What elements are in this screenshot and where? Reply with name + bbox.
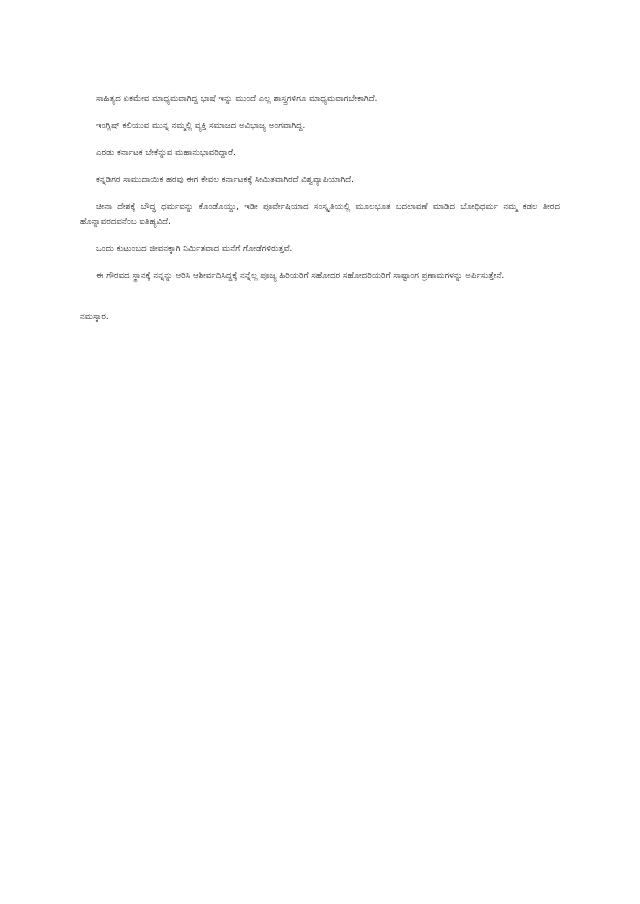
- document-page: [80, 92, 560, 812]
- paragraph-4: ಕನ್ನಡಿಗರ ಸಾಮುದಾಯಿಕ ಹರವು ಈಗ ಕೇವಲ ಕರ್ನಾಟಕಕ್ಕೆ ಸೀಮಿತವಾಗಿರದೆ ವಿಶ್ವವ್ಯಾಪಿಯಾಗಿದೆ.: [96, 175, 354, 185]
- paragraph-6: ಒಂದು ಕುಟುಂಬದ ಜೀವನಕ್ಕಾಗಿ ನಿರ್ಮಿತವಾದ ಮನೆಗೆ ಗೋಡೆಗಳಿರುತ್ತವೆ.: [96, 244, 293, 254]
- paragraph-7: ಈ ಗೌರವದ ಸ್ಥಾನಕ್ಕೆ ನನ್ನನ್ನು ಆರಿಸಿ ಆಶೀರ್ವದಿಸಿದ್ದಕ್ಕೆ ನನ್ನೆಲ್ಲ ಪೂಜ್ಯ ಹಿರಿಯರಿಗೆ ಸಹೋದರ ಸಹೋದರಿಯರಿಗೆ ಸಾಷ್ಟಾಂಗ ಪ್ರಣಾಮಗಳನ್ನು ಅರ್ಪಿಸುತ್ತೇನೆ.: [96, 271, 505, 281]
- paragraph-3: ಎರಡು ಕರ್ನಾಟಕ ಬೇಕೆನ್ನುವ ಮಹಾನುಭಾವರಿದ್ದಾರೆ.: [96, 148, 236, 158]
- paragraph-2: ಇಂಗ್ಲಿಷ್ ಕಲಿಯುವ ಮುನ್ನ ನಮ್ಮಲ್ಲಿ ವ್ಯಕ್ತಿ ಸಮಾಜದ ಅವಿಭಾಜ್ಯ ಅಂಗವಾಗಿದ್ದ.: [96, 121, 306, 131]
- paragraph-1: ಸಾಹಿತ್ಯದ ಏಕಮೇವ ಮಾಧ್ಯಮವಾಗಿದ್ದ ಭಾಷೆ ಇನ್ನು ಮುಂದೆ ಎಲ್ಲ ಶಾಸ್ತ್ರಗಳಿಗೂ ಮಾಧ್ಯಮವಾಗಬೇಕಾಗಿದೆ.: [96, 94, 378, 104]
- closing-salutation: ನಮಸ್ಕಾರ.: [80, 312, 109, 322]
- paragraph-5: ಚೀನಾ ದೇಶಕ್ಕೆ ಬೌದ್ಧ ಧರ್ಮವನ್ನು ಕೊಂಡೊಯ್ದು, ಇಡೀ ಪೂರ್ವೇಷಿಯಾದ ಸಂಸ್ಕೃತಿಯಲ್ಲಿ ಮೂಲಭೂತ ಬದಲಾವಣೆ ಮಾಡಿದ ಬೋಧಿಧರ್ಮ ನಮ್ಮ ಕಡಲ ತೀರದ ಹೊನ್ನಾವರದವನೆಂಬ ಐತಿಹ್ಯವಿದೆ.: [80, 202, 560, 227]
